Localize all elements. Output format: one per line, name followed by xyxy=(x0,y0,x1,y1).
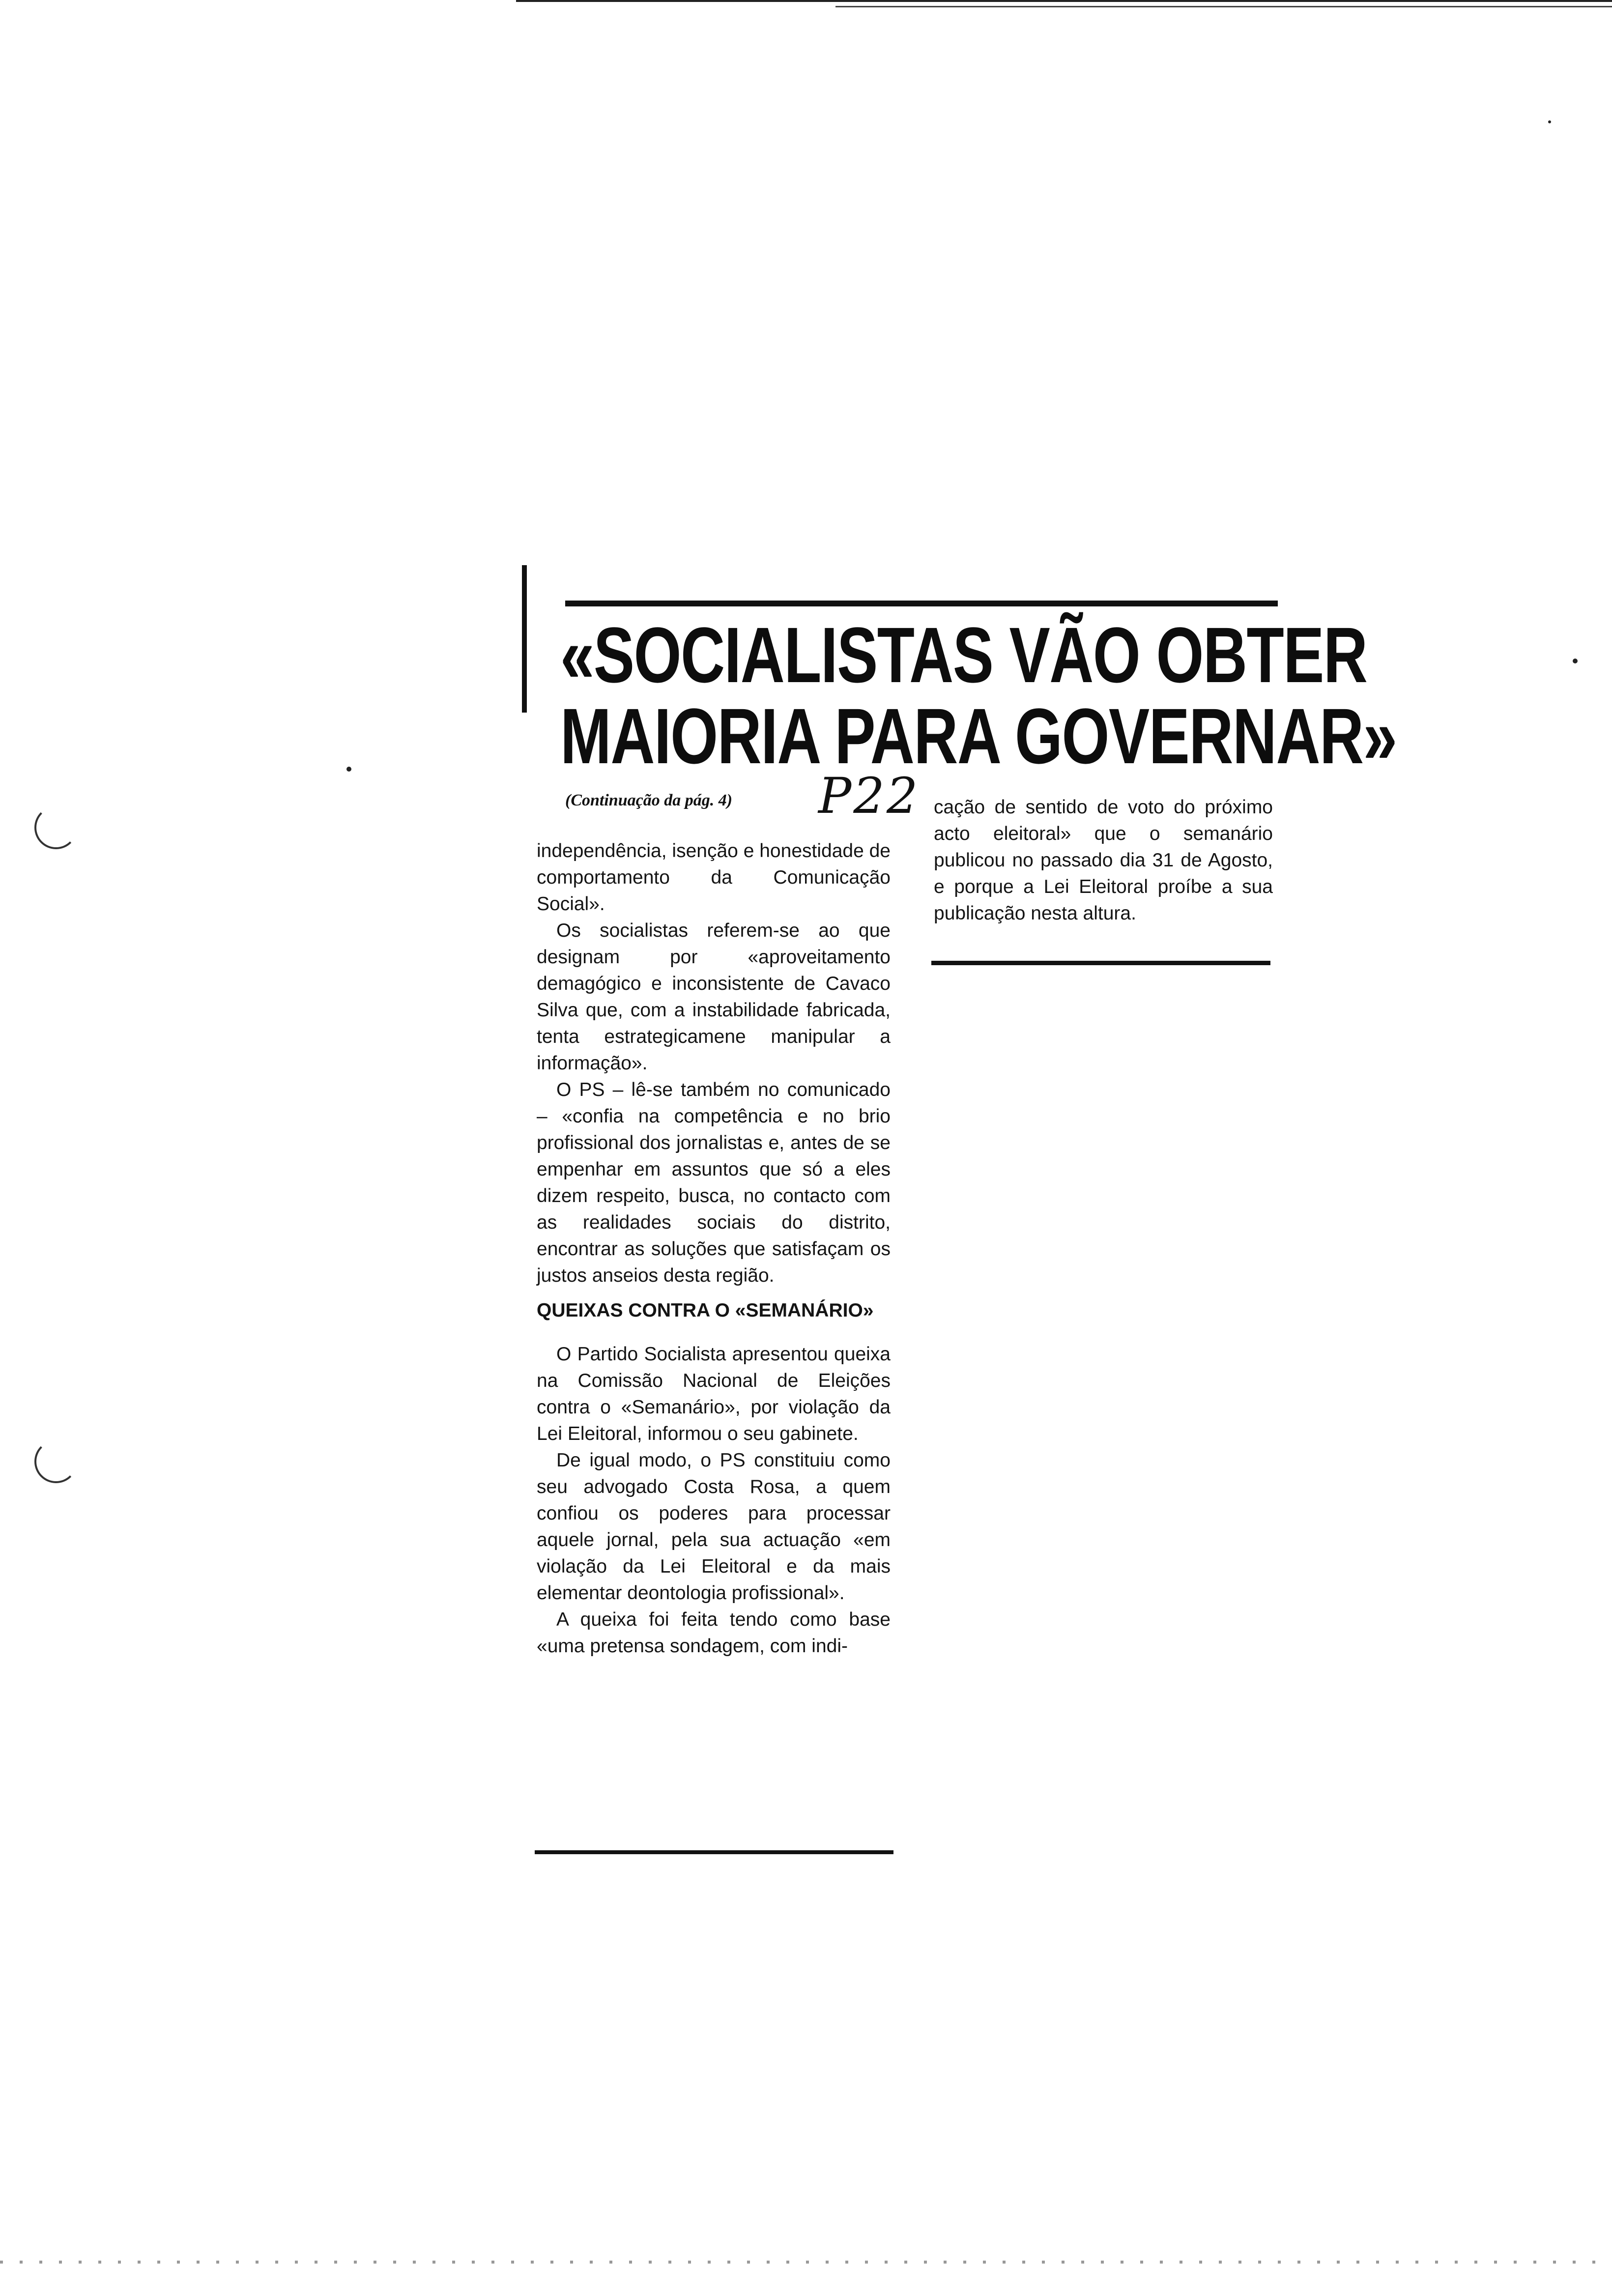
paragraph: O Partido Socialista apresentou queixa na Comissão Nacional de Eleições contra o «Semanário», por violação da Lei Eleitoral, informou o seu gabinete. xyxy=(537,1344,891,1444)
headline-line-1: «SOCIALISTAS VÃO OBTER xyxy=(560,611,1367,699)
paragraph: cação de sentido de voto do próximo acto eleitoral» que o semanário publicou no passado dia 31 de Agosto, e porque a Lei Eleitoral proíbe a sua publicação nesta altura. xyxy=(934,797,1273,924)
headline-top-rule xyxy=(565,601,1278,606)
article-left-column xyxy=(537,838,891,1660)
scan-speck xyxy=(1548,120,1551,123)
paragraph: Os socialistas referem-se ao que designam por «aproveitamento demagógico e inconsistente de Cavaco Silva que, com a instabilidade fabricada, tenta estrategicamene manipular a informação». xyxy=(537,920,891,1074)
paragraph: independência, isenção e honestidade de comportamento da Comunicação Social». xyxy=(537,840,891,915)
paragraph: De igual modo, o PS constituiu como seu advogado Costa Rosa, a quem confiou os poderes para processar aquele jornal, pela sua actuação «em violação da Lei Eleitoral e da mais elementar deontologia profissional». xyxy=(537,1450,891,1604)
handwritten-page-annotation: P22 xyxy=(818,767,920,825)
article-headline xyxy=(560,611,1397,780)
article-right-column xyxy=(934,794,1273,927)
scan-top-rule xyxy=(516,0,1612,2)
scan-speck xyxy=(346,767,351,772)
headline-line-2: MAIORIA PARA GOVERNAR» xyxy=(560,692,1397,780)
scan-speck xyxy=(1573,659,1578,663)
scan-top-rule-secondary xyxy=(835,6,1612,7)
paragraph: O PS – lê-se também no comunicado – «confia na competência e no brio profissional dos jornalistas e, antes de se empenhar em assuntos que só a eles dizem respeito, busca, no contacto com as realidades sociais do distrito, encontrar as soluções que satisfaçam os justos anseios desta região. xyxy=(537,1079,891,1286)
paragraph: A queixa foi feita tendo como base «uma pretensa sondagem, com indi- xyxy=(537,1609,891,1657)
scan-hole-punch-mark xyxy=(34,1440,78,1483)
section-subhead: QUEIXAS CONTRA O «SEMANÁRIO» xyxy=(537,1300,874,1321)
left-column-end-rule xyxy=(535,1850,893,1854)
right-column-end-rule xyxy=(931,961,1270,965)
scan-bottom-noise xyxy=(0,2261,1612,2264)
clipping-left-edge xyxy=(522,565,527,713)
continuation-note: (Continuação da pág. 4) xyxy=(565,791,733,809)
scan-hole-punch-mark xyxy=(34,806,78,849)
